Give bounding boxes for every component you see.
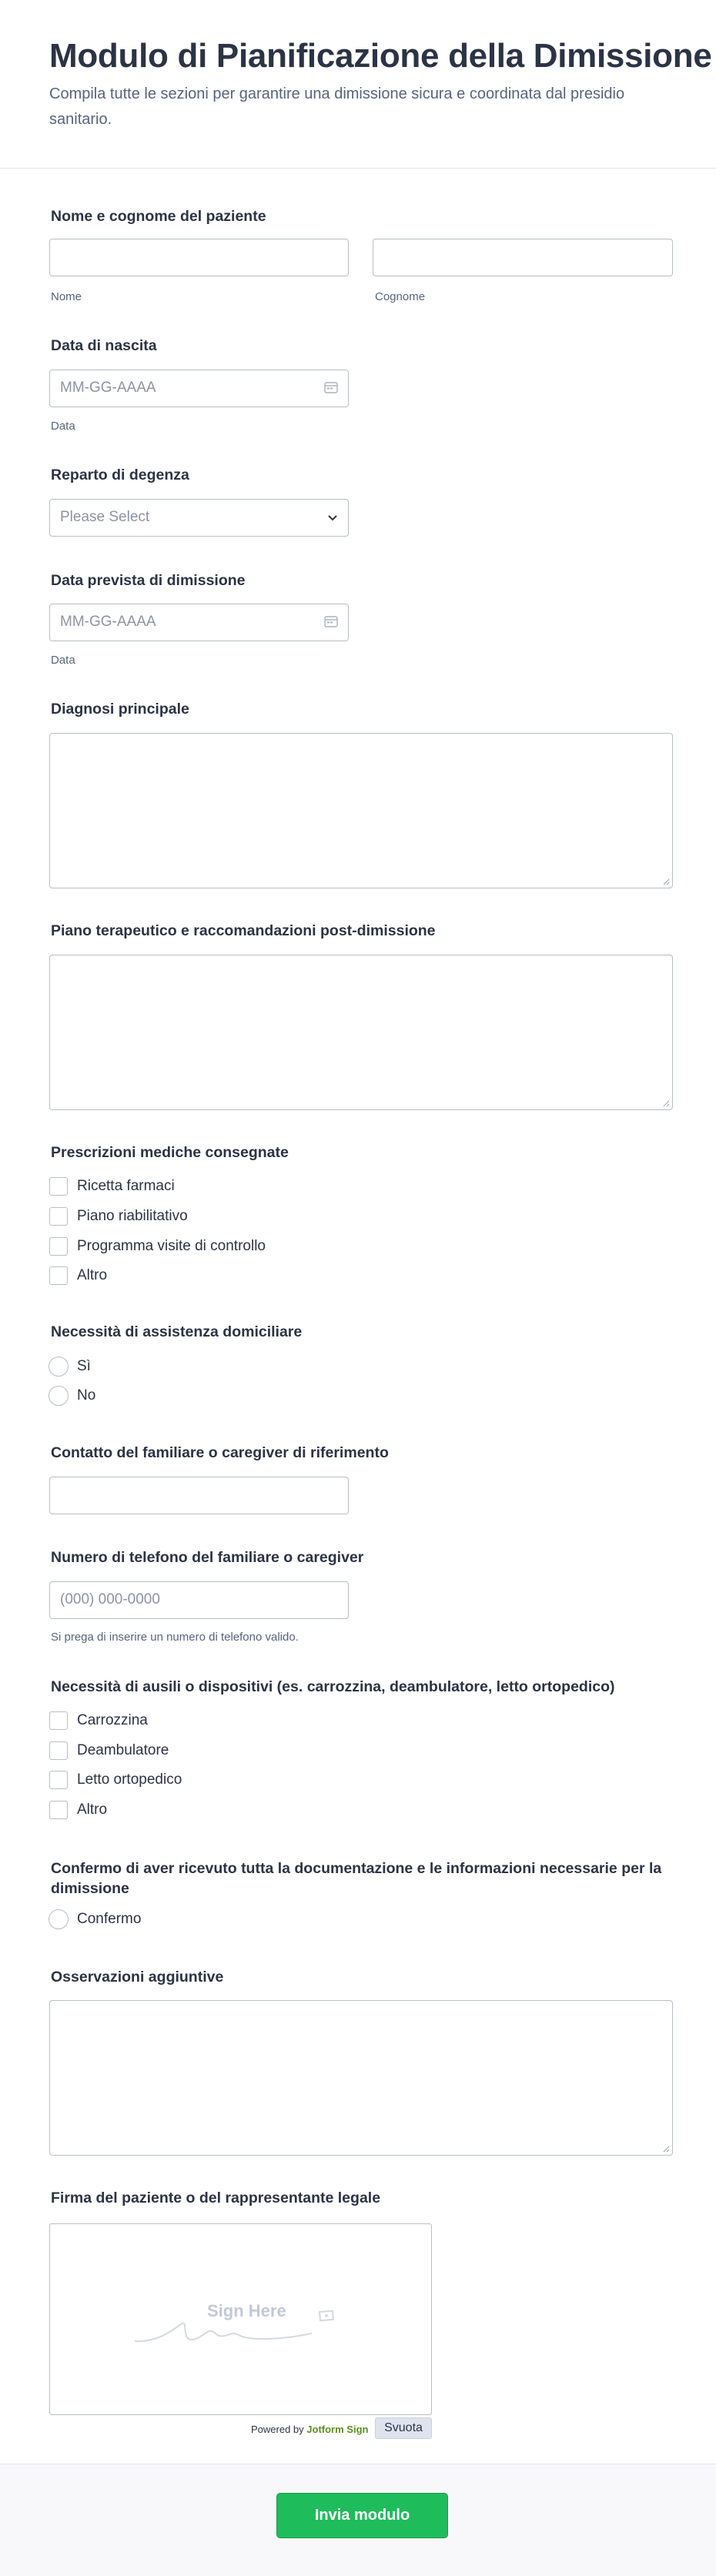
aids-option-1: Carrozzina	[77, 1712, 148, 1728]
home-care-radio-no[interactable]	[49, 1386, 69, 1406]
confirm-option: Confermo	[77, 1911, 142, 1927]
caregiver-contact-label: Contatto del familiare o caregiver di riferimento	[51, 1444, 389, 1461]
aids-checkbox-4[interactable]	[49, 1801, 68, 1819]
aids-option-4: Altro	[77, 1802, 108, 1818]
aids-option-3: Letto ortopedico	[77, 1771, 182, 1788]
phone-hint: Si prega di inserire un numero di telefono valido.	[51, 1631, 299, 1644]
prescriptions-option-3: Programma visite di controllo	[77, 1238, 266, 1254]
discharge-date-input[interactable]: MM-GG-AAAA	[49, 604, 349, 641]
powered-by: Powered by Jotform Sign	[251, 2424, 369, 2435]
resize-handle-icon[interactable]	[662, 878, 670, 885]
birth-date-sublabel: Data	[51, 420, 75, 433]
caregiver-contact-input[interactable]	[49, 1477, 349, 1514]
prescriptions-checkbox-3[interactable]	[49, 1237, 68, 1256]
aids-checkbox-1[interactable]	[49, 1711, 68, 1730]
confirm-radio[interactable]	[49, 1909, 69, 1929]
diagnosis-label: Diagnosi principale	[51, 701, 189, 718]
home-care-option-yes: Sì	[77, 1358, 91, 1374]
home-care-option-no: No	[77, 1387, 96, 1403]
plan-label: Piano terapeutico e raccomandazioni post-dimissione	[51, 922, 436, 939]
prescriptions-checkbox-4[interactable]	[49, 1266, 68, 1285]
prescriptions-label: Prescrizioni mediche consegnate	[51, 1144, 289, 1161]
notes-textarea[interactable]	[49, 2000, 673, 2156]
prescriptions-checkbox-1[interactable]	[49, 1177, 68, 1196]
birth-date-label: Data di nascita	[51, 337, 157, 354]
first-name-input[interactable]	[49, 239, 349, 276]
caregiver-phone-input[interactable]: (000) 000-0000	[49, 1581, 349, 1619]
resize-handle-icon[interactable]	[662, 2145, 670, 2153]
calendar-icon[interactable]	[324, 381, 338, 393]
last-name-input[interactable]	[373, 239, 673, 276]
prescriptions-option-2: Piano riabilitativo	[77, 1208, 188, 1224]
signature-label: Firma del paziente o del rappresentante legale	[51, 2190, 381, 2206]
birth-date-input[interactable]: MM-GG-AAAA	[49, 370, 349, 407]
discharge-date-sublabel: Data	[51, 654, 75, 667]
page-title: Modulo di Pianificazione della Dimissione	[49, 37, 712, 75]
patient-name-label: Nome e cognome del paziente	[51, 208, 266, 225]
last-name-sublabel: Cognome	[375, 290, 426, 303]
diagnosis-textarea[interactable]	[49, 733, 673, 888]
clear-signature-button[interactable]: Svuota	[375, 2417, 432, 2439]
aids-option-2: Deambulatore	[77, 1742, 169, 1758]
jotform-sign-logo: Jotform Sign	[306, 2424, 369, 2435]
ward-select[interactable]: Please Select	[49, 499, 349, 537]
header-divider	[0, 168, 716, 169]
confirm-label: Confermo di aver ricevuto tutta la documentazione e le informazioni necessarie per la dimissione	[51, 1860, 662, 1897]
resize-handle-icon[interactable]	[662, 1099, 670, 1107]
prescriptions-option-4: Altro	[77, 1267, 108, 1283]
chevron-down-icon	[326, 511, 339, 524]
ward-label: Reparto di degenza	[51, 467, 189, 483]
signature-pad[interactable]	[49, 2223, 432, 2415]
aids-checkbox-2[interactable]	[49, 1741, 68, 1760]
plan-textarea[interactable]	[49, 955, 673, 1110]
prescriptions-option-1: Ricetta farmaci	[77, 1178, 175, 1194]
home-care-label: Necessità di assistenza domiciliare	[51, 1323, 303, 1340]
notes-label: Osservazioni aggiuntive	[51, 1969, 224, 1986]
first-name-sublabel: Nome	[51, 290, 82, 303]
home-care-radio-yes[interactable]	[49, 1357, 69, 1377]
caregiver-phone-label: Numero di telefono del familiare o caregiver	[51, 1549, 364, 1566]
aids-label: Necessità di ausili o dispositivi (es. carrozzina, deambulatore, letto ortopedico)	[51, 1678, 615, 1695]
calendar-icon[interactable]	[324, 615, 338, 627]
prescriptions-checkbox-2[interactable]	[49, 1207, 68, 1226]
signature-placeholder: Sign Here	[207, 2301, 286, 2320]
discharge-date-label: Data prevista di dimissione	[51, 572, 246, 589]
aids-checkbox-3[interactable]	[49, 1771, 68, 1789]
submit-button[interactable]: Invia modulo	[276, 2493, 448, 2538]
page-subtitle: Compila tutte le sezioni per garantire una dimissione sicura e coordinata dal presidio sanitario.	[49, 85, 625, 128]
